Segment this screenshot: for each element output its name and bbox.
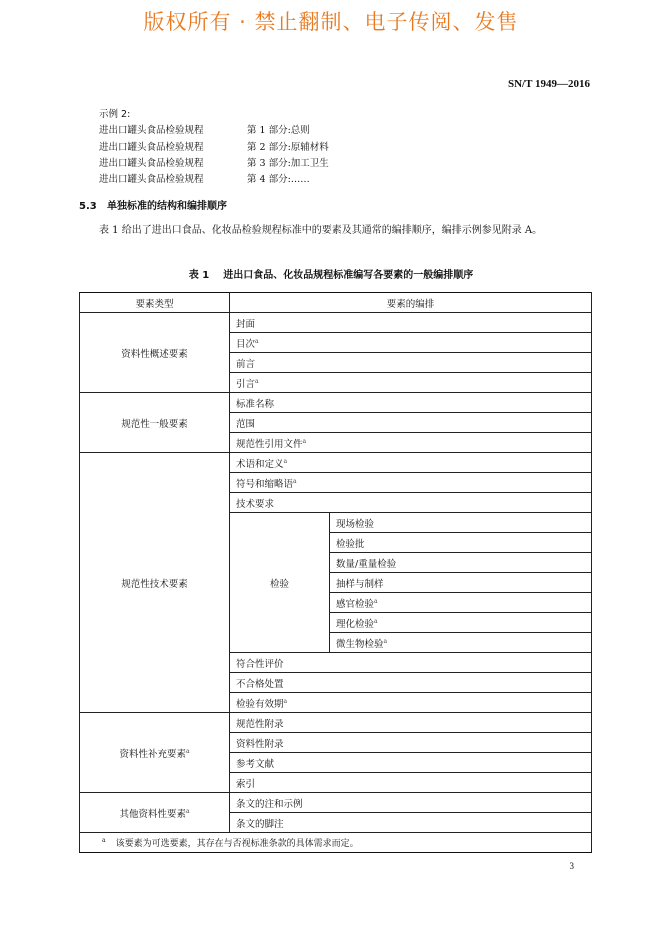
item-cell: 目次$^a$ [230,333,592,353]
example-line: 进出口罐头食品检验规程 第 1 部分:总则 [99,125,310,137]
item-cell: 符合性评价 [230,653,592,673]
table-number: 表 1 [188,270,210,281]
table-footnote: $^a$ 该要素为可选要素，其存在与否视标准条款的具体需求而定。 [80,833,592,853]
table-title: 进出口食品、化妆品规程标准编写各要素的一般编排顺序 [223,270,474,281]
item-cell: 检验有效期$^a$ [230,693,592,713]
item-cell: 条文的注和示例 [230,793,592,813]
table-header-row [80,293,592,313]
sub-item-cell: 理化检验$^a$ [330,613,592,633]
table-row [80,393,592,413]
item-cell: 引言$^a$ [230,373,592,393]
item-cell: 规范性附录 [230,713,592,733]
item-cell: 前言 [230,353,592,373]
category-cell: 规范性技术要素 [80,453,230,713]
header-cell: 要素的编排 [230,293,592,313]
category-cell: 资料性概述要素 [80,313,230,393]
sub-item-cell: 抽样与制样 [330,573,592,593]
example-title: 示例 2: [99,109,131,120]
sub-item-cell: 微生物检验$^a$ [330,633,592,653]
inspection-cell: 检验 [230,513,330,653]
item-cell: 索引 [230,773,592,793]
header-cell: 要素类型 [80,293,230,313]
item-cell: 标准名称 [230,393,592,413]
table-row [80,453,592,473]
sub-item-cell: 数量/重量检验 [330,553,592,573]
table-row [80,713,592,733]
item-cell: 规范性引用文件$^a$ [230,433,592,453]
item-cell: 参考文献 [230,753,592,773]
sub-item-cell: 现场检验 [330,513,592,533]
standard-number: SN/T 1949—2016 [507,78,590,90]
example-line: 进出口罐头食品检验规程 第 3 部分:加工卫生 [99,157,329,169]
category-cell: 其他资料性要素$^a$ [80,793,230,833]
example-block [99,107,329,188]
sub-item-cell: 检验批 [330,533,592,553]
section-title: 单独标准的结构和编排顺序 [107,201,227,212]
section-number: 5.3 [79,201,97,212]
element-order-table [79,292,592,853]
example-line: 进出口罐头食品检验规程 第 4 部分:…… [99,174,310,186]
table-row [80,793,592,813]
page-number: 3 [569,861,574,871]
category-cell: 规范性一般要素 [80,393,230,453]
sub-item-cell: 感官检验$^a$ [330,593,592,613]
item-cell: 条文的脚注 [230,813,592,833]
section-heading [79,197,227,212]
body-paragraph: 表 1 给出了进出口食品、化妆品检验规程标准中的要素及其通常的编排顺序，编排示例参见附录 A。 [99,225,543,236]
example-line: 进出口罐头食品检验规程 第 2 部分:原辅材料 [99,141,329,153]
copyright-banner: 版权所有 · 禁止翻制、电子传阅、发售 [143,10,519,34]
item-cell: 术语和定义$^a$ [230,453,592,473]
item-cell: 符号和缩略语$^a$ [230,473,592,493]
table-caption [0,266,662,281]
table-footnote-row [80,833,592,853]
item-cell: 资料性附录 [230,733,592,753]
category-cell: 资料性补充要素$^a$ [80,713,230,793]
table-row [80,313,592,333]
item-cell: 范围 [230,413,592,433]
item-cell: 技术要求 [230,493,592,513]
item-cell: 封面 [230,313,592,333]
item-cell: 不合格处置 [230,673,592,693]
